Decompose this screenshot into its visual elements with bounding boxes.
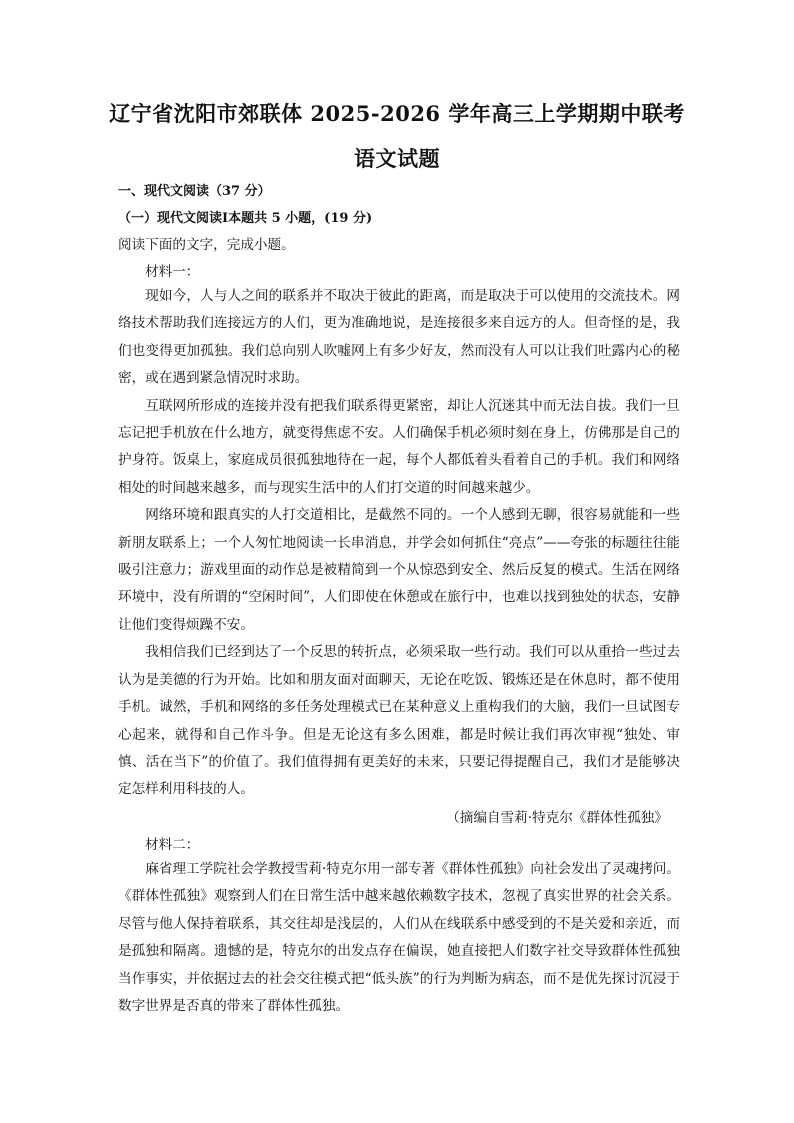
material1-paragraph: 现如今，人与人之间的联系并不取决于彼此的距离，而是取决于可以使用的交流技术。网络技术帮助我们连接远方的人们，更为准确地说，是连接很多来自远方的人。但奇怪的是，我们也变得更加孤独。我们总向别人吹嘘网上有多少好友，然而没有人可以让我们吐露内心的秘密，或在遇到紧急情况时求助。 bbox=[118, 288, 680, 387]
exam-subject-title: 语文试题 bbox=[354, 146, 440, 171]
subsection-heading: （一）现代文阅读Ⅰ本题共 5 小题，(19 分) bbox=[118, 211, 373, 226]
exam-title: 辽宁省沈阳市郊联体 2025-2026 学年高三上学期期中联考 bbox=[109, 101, 685, 126]
material1-label: 材料一： bbox=[145, 264, 200, 280]
material1-paragraph: 网络环境和跟真实的人打交道相比，是截然不同的。一个人感到无聊，很容易就能和一些新朋友联系上；一个人匆忙地阅读一长串消息，并学会如何抓住“亮点”——夸张的标题往往能吸引注意力；游戏里面的动作总是被精简到一个从惊恐到安全、然后反复的模式。生活在网络环境中，没有所谓的“空闲时间”，人们即使在休憩或在旅行中，也难以找到独处的状态，安静让他们变得烦躁不安。 bbox=[118, 507, 680, 633]
material2-paragraph: 麻省理工学院社会学教授雪莉·特克尔用一部专著《群体性孤独》向社会发出了灵魂拷问。《群体性孤独》观察到人们在日常生活中越来越依赖数字技术，忽视了真实世界的社会关系。尽管与他人保持着联系，其交往却是浅层的，人们从在线联系中感受到的不是关爱和亲近，而是孤独和隔离。遗憾的是，特克尔的出发点存在偏误，她直接把人们数字社交导致群体性孤独当作事实，并依据过去的社会交往模式把“低头族”的行为判断为病态，而不是优先探讨沉浸于数字世界是否真的带来了群体性孤独。 bbox=[118, 861, 680, 1015]
material2-body bbox=[118, 856, 680, 1020]
material1-paragraph: 我相信我们已经到达了一个反思的转折点，必须采取一些行动。我们可以从重拾一些过去认为是美德的行为开始。比如和朋友面对面聊天，无论在吃饭、锻炼还是在休息时，都不使用手机。诚然，手机和网络的多任务处理模式已在某种意义上重构我们的大脑，我们一旦试图专心起来，就得和自己作斗争。但是无论这有多么困难，都是时候让我们再次审视“独处、审慎、活在当下”的价值了。我们值得拥有更美好的未来，只要记得提醒自己，我们才是能够决定怎样利用科技的人。 bbox=[118, 644, 680, 798]
section-heading: 一、现代文阅读（37 分） bbox=[118, 184, 271, 199]
material1-source: （摘编自雪莉·特克尔《群体性孤独》 bbox=[446, 810, 668, 826]
material1-paragraph: 互联网所形成的连接并没有把我们联系得更紧密，却让人沉迷其中而无法自拔。我们一旦忘记把手机放在什么地方，就变得焦虑不安。人们确保手机必须时刻在身上，仿佛那是自己的护身符。饭桌上，家庭成员很孤独地待在一起，每个人都低着头看着自己的手机。我们和网络相处的时间越来越多，而与现实生活中的人们打交道的时间越来越少。 bbox=[118, 397, 680, 496]
material1-body bbox=[118, 283, 680, 804]
material2-label: 材料二： bbox=[145, 837, 200, 853]
instruction-text: 阅读下面的文字，完成小题。 bbox=[118, 237, 295, 253]
